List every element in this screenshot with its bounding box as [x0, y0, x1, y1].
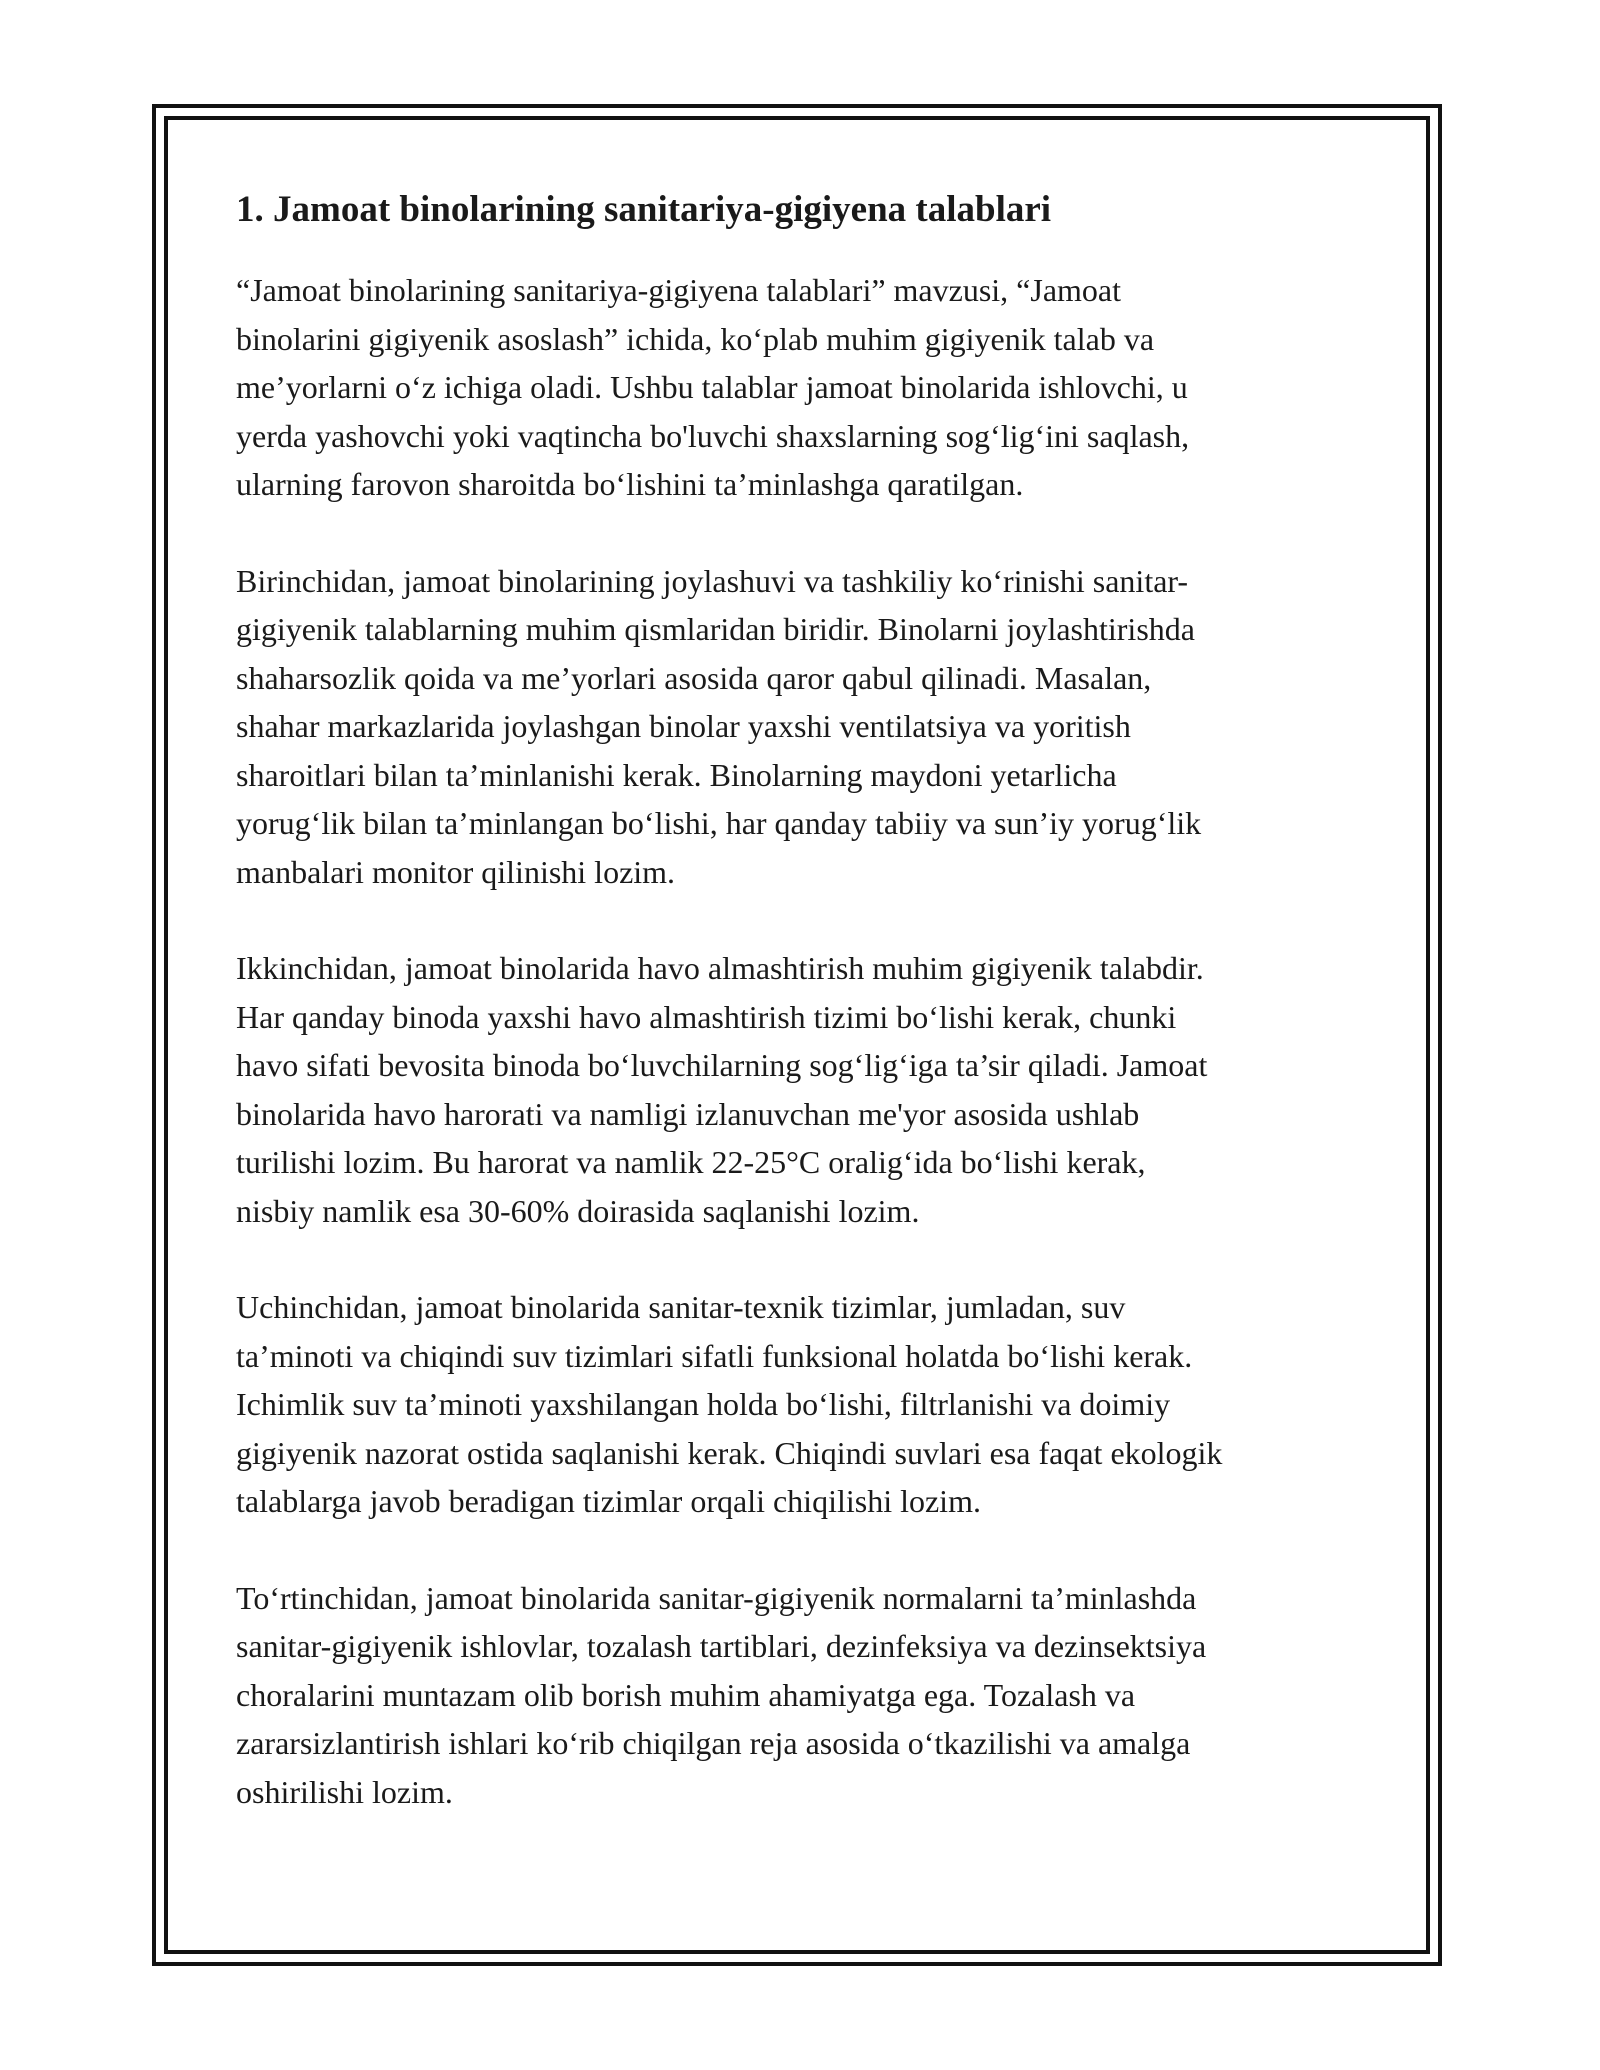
- paragraph-line: shahar markazlarida joylashgan binolar yaxshi ventilatsiya va yoritish: [236, 708, 1131, 745]
- paragraph-line: Har qanday binoda yaxshi havo almashtirish tizimi bo‘lishi kerak, chunki: [236, 998, 1177, 1035]
- section-title: 1. Jamoat binolarining sanitariya-gigiyena talablari: [236, 189, 1052, 230]
- paragraph-line: manbalari monitor qilinishi lozim.: [236, 853, 676, 890]
- paragraph-line: Ichimlik suv ta’minoti yaxshilangan holda bo‘lishi, filtrlanishi va doimiy: [236, 1386, 1171, 1423]
- paragraph-line: sanitar-gigiyenik ishlovlar, tozalash tartiblari, dezinfeksiya va dezinsektsiya: [236, 1628, 1207, 1665]
- paragraph-line: nisbiy namlik esa 30-60% doirasida saqlanishi lozim.: [236, 1192, 920, 1229]
- paragraph-line: yerda yashovchi yoki vaqtincha bo'luvchi shaxslarning sog‘lig‘ini saqlash,: [236, 417, 1190, 454]
- paragraph-line: gigiyenik nazorat ostida saqlanishi kerak. Chiqindi suvlari esa faqat ekologik: [236, 1434, 1223, 1471]
- paragraph-line: Ikkinchidan, jamoat binolarida havo almashtirish muhim gigiyenik talabdir.: [236, 950, 1204, 987]
- paragraph-line: talablarga javob beradigan tizimlar orqali chiqilishi lozim.: [236, 1483, 981, 1520]
- paragraph-line: me’yorlarni o‘z ichiga oladi. Ushbu talablar jamoat binolarida ishlovchi, u: [236, 369, 1188, 406]
- paragraph-line: sharoitlari bilan ta’minlanishi kerak. Binolarning maydoni yetarlicha: [236, 756, 1117, 793]
- document-body: [236, 188, 1376, 1864]
- paragraph-line: ularning farovon sharoitda bo‘lishini ta’minlashga qaratilgan.: [236, 466, 1024, 503]
- paragraph-line: oshirilishi lozim.: [236, 1773, 453, 1810]
- paragraph-line: shaharsozlik qoida va me’yorlari asosida qaror qabul qilinadi. Masalan,: [236, 659, 1152, 696]
- paragraph-second-point: [236, 944, 1376, 1235]
- paragraph-line: ta’minoti va chiqindi suv tizimlari sifatli funksional holatda bo‘lishi kerak.: [236, 1337, 1193, 1374]
- paragraph-first-point: [236, 557, 1376, 897]
- paragraph-line: To‘rtinchidan, jamoat binolarida sanitar-gigiyenik normalarni ta’minlashda: [236, 1579, 1197, 1616]
- paragraph-line: zararsizlantirish ishlari ko‘rib chiqilgan reja asosida o‘tkazilishi va amalga: [236, 1725, 1191, 1762]
- paragraph-line: “Jamoat binolarining sanitariya-gigiyena talablari” mavzusi, “Jamoat: [236, 272, 1122, 309]
- paragraph-line: binolarida havo harorati va namligi izlanuvchan me'yor asosida ushlab: [236, 1095, 1140, 1132]
- paragraph-line: Birinchidan, jamoat binolarining joylashuvi va tashkiliy ko‘rinishi sanitar-: [236, 562, 1189, 599]
- paragraph-line: gigiyenik talablarning muhim qismlaridan biridir. Binolarni joylashtirishda: [236, 611, 1195, 648]
- paragraph-line: choralarini muntazam olib borish muhim ahamiyatga ega. Tozalash va: [236, 1676, 1136, 1713]
- paragraph-intro: [236, 266, 1376, 509]
- paragraph-line: turilishi lozim. Bu harorat va namlik 22-25°C oralig‘ida bo‘lishi kerak,: [236, 1144, 1146, 1181]
- paragraph-line: Uchinchidan, jamoat binolarida sanitar-texnik tizimlar, jumladan, suv: [236, 1289, 1126, 1326]
- paragraph-line: binolarini gigiyenik asoslash” ichida, ko‘plab muhim gigiyenik talab va: [236, 320, 1155, 357]
- paragraph-line: havo sifati bevosita binoda bo‘luvchilarning sog‘lig‘iga ta’sir qiladi. Jamoat: [236, 1047, 1208, 1084]
- paragraph-fourth-point: [236, 1574, 1376, 1817]
- paragraph-line: yorug‘lik bilan ta’minlangan bo‘lishi, har qanday tabiiy va sun’iy yorug‘lik: [236, 805, 1202, 842]
- paragraph-third-point: [236, 1283, 1376, 1526]
